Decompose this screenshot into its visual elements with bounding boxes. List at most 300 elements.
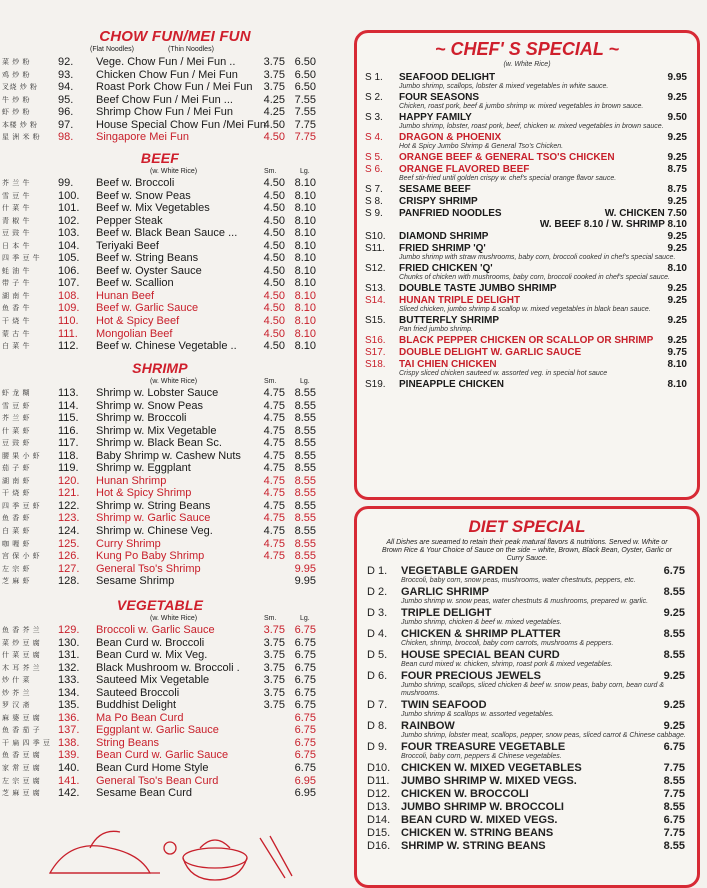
- menu-item: [0, 500, 340, 513]
- diet-item-description: Bean curd mixed w. chicken, shrimp, roast pork & mixed vegetables.: [401, 661, 613, 668]
- item-number: 96.: [58, 106, 74, 119]
- item-number: 139.: [58, 749, 80, 762]
- diet-item: [357, 720, 697, 740]
- chef-item-title: CRISPY SHRIMP: [399, 196, 478, 207]
- diet-item-price: 8.55: [663, 775, 685, 787]
- menu-item: [0, 119, 340, 132]
- item-name: Singapore Mei Fun: [96, 131, 189, 144]
- item-price-large: 8.55: [294, 474, 316, 487]
- item-price-small: 4.50: [263, 227, 285, 240]
- item-name: Sauteed Broccoli: [96, 686, 180, 699]
- chowfun-title: CHOW FUN/MEI FUN: [99, 28, 251, 45]
- menu-item: [0, 487, 340, 500]
- item-price: 6.95: [294, 787, 316, 800]
- menu-item: [0, 277, 340, 290]
- item-price-large: 8.55: [294, 550, 316, 563]
- chef-item-number: S19.: [365, 379, 386, 390]
- item-name: Shrimp w. Chinese Veg.: [96, 525, 213, 538]
- chef-item-extra-prices: W. BEEF 8.10 / W. SHRIMP 8.10: [539, 219, 687, 230]
- item-name: Bean Curd w. Mix Veg.: [96, 649, 208, 662]
- chef-item-title: DOUBLE DELIGHT W. GARLIC SAUCE: [399, 347, 582, 358]
- chef-item-title: PANFRIED NOODLES: [399, 208, 502, 219]
- item-number: 123.: [58, 512, 80, 525]
- chef-item-title: HAPPY FAMILY: [399, 112, 472, 123]
- item-name: Ma Po Bean Curd: [96, 711, 184, 724]
- item-name: Beef w. Black Bean Sauce ...: [96, 227, 238, 240]
- item-price-large: 6.75: [294, 661, 316, 674]
- chef-item-title: ORANGE FLAVORED BEEF: [399, 164, 530, 175]
- chef-item: [357, 379, 697, 390]
- item-price-large: 8.55: [294, 399, 316, 412]
- item-name: Sauteed Mix Vegetable: [96, 674, 210, 687]
- item-price-small: 4.75: [263, 462, 285, 475]
- item-price-large: 6.75: [294, 699, 316, 712]
- menu-item: [0, 252, 340, 265]
- diet-item-number: D14.: [367, 814, 391, 826]
- item-chinese-name: 鱼 香 虾: [2, 514, 30, 523]
- item-price-small: 4.25: [263, 106, 285, 119]
- chef-item-title: SESAME BEEF: [399, 184, 471, 195]
- item-price-small: 4.75: [263, 437, 285, 450]
- vegetable-title: VEGETABLE: [116, 597, 204, 613]
- diet-item-price: 8.55: [663, 801, 685, 813]
- item-chinese-name: 菜 炒 粉: [2, 58, 30, 66]
- menu-item: [0, 687, 340, 700]
- chef-item: [357, 132, 697, 151]
- item-number: 122.: [58, 499, 80, 512]
- item-chinese-name: 牛 炒 粉: [2, 95, 30, 104]
- vegetable-lg-label: Lg.: [300, 615, 310, 622]
- diet-item-price: 9.25: [663, 699, 685, 711]
- chef-item-title: BUTTERFLY SHRIMP: [399, 315, 500, 326]
- chef-item-number: S14.: [365, 295, 386, 306]
- item-name: Beef w. Chinese Vegetable ..: [96, 340, 237, 353]
- diet-item-number: D 4.: [367, 628, 388, 640]
- item-chinese-name: 鸡 炒 粉: [2, 70, 30, 79]
- item-price-small: 4.50: [263, 118, 285, 131]
- diet-item-number: D13.: [367, 801, 391, 813]
- item-price-large: 6.75: [294, 624, 316, 636]
- menu-item: [0, 315, 340, 328]
- item-name: Teriyaki Beef: [96, 239, 159, 252]
- chef-item-number: S 1.: [365, 72, 383, 83]
- diet-item: [357, 801, 697, 813]
- item-price-small: 4.50: [263, 239, 285, 252]
- chef-item: [357, 164, 697, 183]
- item-chinese-name: 四 季 豆 牛: [2, 254, 41, 263]
- chef-item-number: S 8.: [365, 196, 383, 207]
- chef-item: [357, 263, 697, 282]
- chef-item-description: Chunks of chicken with mushrooms, baby corn, broccoli cooked in chef's special sauce.: [399, 274, 670, 281]
- chef-item: [357, 283, 697, 294]
- item-price-large: 8.10: [294, 277, 316, 290]
- item-number: 115.: [58, 412, 79, 425]
- item-price-large: 8.55: [294, 499, 316, 512]
- item-name: Beef w. String Beans: [96, 252, 199, 265]
- item-chinese-name: 虾 炒 粉: [2, 108, 30, 117]
- diet-item: [357, 565, 697, 585]
- item-price-large: 8.10: [294, 227, 316, 240]
- item-name: Bean Curd w. Garlic Sauce: [96, 749, 229, 762]
- diet-item-description: Jumbo shrimp & scallops w. assorted vegetables.: [401, 711, 554, 718]
- item-chinese-name: 咖 喱 虾: [2, 539, 30, 548]
- item-price-large: 7.75: [294, 131, 316, 144]
- item-price: 9.95: [294, 562, 316, 575]
- item-price-large: 8.55: [294, 412, 316, 425]
- menu-item: [0, 624, 340, 637]
- item-number: 128.: [58, 575, 80, 588]
- item-number: 106.: [58, 264, 80, 277]
- menu-item: [0, 437, 340, 450]
- item-chinese-name: 菜 炒 豆 腐: [2, 638, 41, 647]
- chef-item-number: S13.: [365, 283, 386, 294]
- menu-item: [0, 712, 340, 725]
- item-chinese-name: 干 扁 四 季 豆: [2, 738, 51, 747]
- item-name: String Beans: [96, 736, 159, 749]
- item-price-large: 8.10: [294, 177, 316, 189]
- item-price: 6.95: [294, 774, 316, 787]
- diet-item: [357, 840, 697, 852]
- chef-item: [357, 112, 697, 131]
- menu-item: [0, 762, 340, 775]
- item-chinese-name: 湖 南 虾: [2, 476, 30, 485]
- item-name: Bean Curd Home Style: [96, 762, 209, 775]
- chef-item-number: S 9.: [365, 208, 383, 219]
- chef-item-number: S 6.: [365, 164, 383, 175]
- item-price-large: 7.55: [294, 93, 316, 106]
- diet-item-number: D10.: [367, 762, 391, 774]
- diet-item-number: D 7.: [367, 699, 388, 711]
- chef-item-price: 9.25: [667, 196, 687, 207]
- item-chinese-name: 青 椒 牛: [2, 216, 30, 225]
- item-price-large: 8.55: [294, 437, 316, 450]
- item-chinese-name: 日 本 牛: [2, 241, 30, 250]
- menu-item: [0, 550, 340, 563]
- menu-item: [0, 699, 340, 712]
- diet-item: [357, 649, 697, 669]
- diet-item: [357, 628, 697, 648]
- item-chinese-name: 芝 麻 虾: [2, 577, 30, 586]
- item-chinese-name: 豆 豉 虾: [2, 439, 30, 448]
- item-price-large: 8.55: [294, 424, 316, 437]
- item-price-small: 4.75: [263, 499, 285, 512]
- item-number: 134.: [58, 686, 80, 699]
- item-chinese-name: 白 菜 牛: [2, 342, 30, 351]
- diet-item-description: Jumbo shrimp, chicken & beef w. mixed vegetables.: [401, 619, 562, 626]
- diet-item: [357, 762, 697, 774]
- item-price-small: 4.50: [263, 189, 285, 202]
- item-chinese-name: 干 烧 牛: [2, 317, 30, 326]
- chef-item-price: 8.10: [667, 359, 687, 370]
- chef-item-price: 9.25: [667, 231, 687, 242]
- item-chinese-name: 豆 豉 牛: [2, 229, 30, 238]
- item-number: 119.: [58, 462, 79, 475]
- item-chinese-name: 鱼 香 豆 腐: [2, 751, 41, 760]
- item-price-small: 4.25: [263, 93, 285, 106]
- beef-sm-label: Sm.: [264, 168, 277, 175]
- diet-item-title: VEGETABLE GARDEN: [401, 565, 519, 577]
- item-name: Curry Shrimp: [96, 537, 161, 550]
- chef-item-number: S 2.: [365, 92, 383, 103]
- item-number: 104.: [58, 239, 80, 252]
- item-price-small: 4.50: [263, 340, 285, 353]
- menu-item: [0, 475, 340, 488]
- chef-item: [357, 92, 697, 111]
- chef-item-title: DOUBLE TASTE JUMBO SHRIMP: [399, 283, 557, 294]
- item-chinese-name: 什 菜 牛: [2, 204, 30, 213]
- item-price: 9.95: [294, 575, 316, 588]
- chef-item-price: 9.25: [667, 132, 687, 143]
- menu-item: [0, 106, 340, 119]
- chef-item: [357, 359, 697, 378]
- item-chinese-name: 左 宗 豆 腐: [2, 776, 41, 785]
- item-name: Mongolian Beef: [96, 327, 173, 340]
- left-column: [0, 0, 340, 887]
- item-chinese-name: 芝 麻 豆 腐: [2, 789, 41, 798]
- chef-item-description: Jumbo shrimp with straw mushrooms, baby corn, broccoli cooked in chef's special sauce.: [399, 254, 676, 261]
- item-number: 126.: [58, 550, 80, 563]
- chef-item: [357, 196, 697, 207]
- menu-item: [0, 412, 340, 425]
- item-price-small: 4.50: [263, 264, 285, 277]
- shrimp-list: [0, 387, 340, 588]
- chef-item-price: 9.25: [667, 315, 687, 326]
- diet-item: [357, 586, 697, 606]
- menu-item: [0, 131, 340, 144]
- item-number: 95.: [58, 93, 74, 106]
- diet-item-number: D 1.: [367, 565, 388, 577]
- diet-item-description: Jumbo shrimp, lobster meat, scallops, pepper, snow peas, sliced carrot & Chinese cabbage.: [401, 732, 686, 739]
- menu-item: [0, 290, 340, 303]
- item-name: Kung Po Baby Shrimp: [96, 550, 205, 563]
- diet-item-title: HOUSE SPECIAL BEAN CURD: [401, 649, 560, 661]
- chowfun-sub-a: (Flat Noodles): [90, 46, 134, 53]
- chef-item-description: Beef stir-fried until golden crispy w. chef's special orange flavor sauce.: [399, 175, 617, 182]
- item-number: 135.: [58, 699, 80, 712]
- diet-item: [357, 741, 697, 761]
- diet-item: [357, 827, 697, 839]
- item-name: Shrimp w. Eggplant: [96, 462, 191, 475]
- item-name: General Tso's Bean Curd: [96, 774, 219, 787]
- chef-item-number: S 7.: [365, 184, 383, 195]
- diet-item: [357, 775, 697, 787]
- chefs-special-sub: (w. White Rice): [503, 61, 551, 68]
- item-number: 140.: [58, 762, 80, 775]
- item-name: Shrimp w. Mix Vegetable: [96, 424, 217, 437]
- menu-item: [0, 787, 340, 800]
- chefs-special-box: [354, 30, 700, 500]
- diet-item-price: 7.75: [663, 788, 685, 800]
- diet-item-description: Chicken, shrimp, broccoli, baby corn carrots, mushrooms & peppers.: [401, 640, 614, 647]
- item-number: 130.: [58, 636, 80, 649]
- chowfun-sub-b: (Thin Noodles): [168, 46, 214, 53]
- item-price-large: 6.75: [294, 674, 316, 687]
- chef-item-price: 9.25: [667, 243, 687, 254]
- item-price-large: 6.75: [294, 636, 316, 649]
- item-name: Beef w. Broccoli: [96, 177, 175, 189]
- menu-item: [0, 525, 340, 538]
- chef-item-price: 8.75: [667, 184, 687, 195]
- item-chinese-name: 宫 保 小 虾: [2, 552, 41, 561]
- right-column: [346, 0, 707, 887]
- diet-item-price: 6.75: [663, 741, 685, 753]
- diet-item-description: Broccoli, baby corn, snow peas, mushrooms, water chestnuts, peppers, etc.: [401, 577, 636, 584]
- item-chinese-name: 木 耳 芥 兰: [2, 663, 41, 672]
- item-price-small: 4.50: [263, 289, 285, 302]
- item-number: 112.: [58, 340, 79, 353]
- item-chinese-name: 本楼 炒 粉: [2, 120, 38, 129]
- item-price-small: 3.75: [263, 624, 285, 636]
- item-chinese-name: 白 菜 虾: [2, 527, 30, 536]
- menu-item: [0, 563, 340, 576]
- menu-item: [0, 462, 340, 475]
- item-chinese-name: 炒 芥 兰: [2, 688, 30, 697]
- diet-item-number: D 3.: [367, 607, 388, 619]
- chef-item: [357, 335, 697, 346]
- item-price-large: 8.10: [294, 264, 316, 277]
- diet-special-list: [357, 565, 697, 852]
- item-number: 110.: [58, 315, 79, 328]
- item-number: 92.: [58, 56, 74, 68]
- item-price-large: 6.50: [294, 81, 316, 94]
- item-number: 99.: [58, 177, 74, 189]
- item-price-small: 3.75: [263, 636, 285, 649]
- item-price-small: 4.75: [263, 474, 285, 487]
- item-price: 6.75: [294, 724, 316, 737]
- item-price-small: 4.50: [263, 302, 285, 315]
- item-price-small: 4.75: [263, 412, 285, 425]
- item-price-small: 4.75: [263, 424, 285, 437]
- diet-item-price: 8.55: [663, 649, 685, 661]
- menu-item: [0, 425, 340, 438]
- item-price-large: 6.50: [294, 56, 316, 68]
- item-number: 127.: [58, 562, 80, 575]
- diet-item-number: D 8.: [367, 720, 388, 732]
- item-name: House Special Chow Fun /Mei Fun: [96, 118, 266, 131]
- item-number: 102.: [58, 214, 80, 227]
- diet-item-price: 9.25: [663, 670, 685, 682]
- item-chinese-name: 干 烧 虾: [2, 489, 30, 498]
- item-price-large: 8.10: [294, 189, 316, 202]
- menu-item: [0, 177, 340, 190]
- item-price-small: 4.50: [263, 277, 285, 290]
- item-number: 137.: [58, 724, 80, 737]
- diet-item-title: JUMBO SHRIMP W. BROCCOLI: [401, 801, 564, 813]
- item-price-small: 4.50: [263, 177, 285, 189]
- chef-item-price: 9.50: [667, 112, 687, 123]
- menu-item: [0, 637, 340, 650]
- item-chinese-name: 鱼 香 牛: [2, 304, 30, 313]
- item-price-large: 8.55: [294, 525, 316, 538]
- item-chinese-name: 鱼 香 芥 兰: [2, 626, 41, 634]
- item-chinese-name: 腰 果 小 虾: [2, 451, 41, 460]
- item-price-small: 3.75: [263, 661, 285, 674]
- vegetable-sm-label: Sm.: [264, 615, 277, 622]
- item-chinese-name: 雪 豆 虾: [2, 401, 30, 410]
- menu-item: [0, 227, 340, 240]
- chef-item-title: DRAGON & PHOENIX: [399, 132, 502, 143]
- diet-item-description: Jumbo shrimp w. snow peas, water chestnuts & mushrooms, prepared w. garlic.: [401, 598, 649, 605]
- menu-item: [0, 400, 340, 413]
- item-chinese-name: 什 菜 虾: [2, 426, 30, 435]
- menu-item: [0, 56, 340, 69]
- item-chinese-name: 家 常 豆 腐: [2, 764, 41, 773]
- item-name: Beef Chow Fun / Mei Fun ...: [96, 93, 233, 106]
- menu-item: [0, 512, 340, 525]
- item-price: 6.75: [294, 736, 316, 749]
- item-price-large: 8.10: [294, 202, 316, 215]
- chefs-special-title: ~ CHEF' S SPECIAL ~: [435, 39, 619, 59]
- item-price-large: 6.75: [294, 686, 316, 699]
- chef-item: [357, 243, 697, 262]
- item-number: 136.: [58, 711, 80, 724]
- chef-item-price: 8.75: [667, 164, 687, 175]
- menu-item: [0, 69, 340, 82]
- chef-item-description: Sliced chicken, jumbo shrimp & scallop w. mixed vegetables in black bean sauce.: [399, 306, 651, 313]
- menu-item: [0, 190, 340, 203]
- chef-item-description: Crispy sliced chicken sauteed w. assorted veg. in special hot sauce: [399, 370, 608, 377]
- item-chinese-name: 带 子 牛: [2, 279, 30, 288]
- item-chinese-name: 星 洲 米 粉: [2, 133, 41, 142]
- diet-item-title: CHICKEN W. BROCCOLI: [401, 788, 529, 800]
- item-price-small: 4.75: [263, 387, 285, 399]
- item-chinese-name: 虾 龙 糊: [2, 389, 30, 397]
- chef-item: [357, 315, 697, 334]
- chef-item-price: 9.25: [667, 152, 687, 163]
- item-price-large: 6.75: [294, 649, 316, 662]
- item-price-small: 3.75: [263, 81, 285, 94]
- diet-item-title: TWIN SEAFOOD: [401, 699, 487, 711]
- diet-item-title: JUMBO SHRIMP W. MIXED VEGS.: [401, 775, 577, 787]
- item-chinese-name: 罗 汉 斋: [2, 701, 30, 710]
- menu-item: [0, 340, 340, 353]
- item-price: 6.75: [294, 762, 316, 775]
- diet-item-number: D16.: [367, 840, 391, 852]
- item-price-large: 8.10: [294, 239, 316, 252]
- item-name: Sesame Bean Curd: [96, 787, 192, 800]
- diet-item-number: D11.: [367, 775, 390, 787]
- item-number: 118.: [58, 449, 79, 462]
- diet-item-price: 6.75: [663, 565, 685, 577]
- item-chinese-name: 茄 子 虾: [2, 464, 30, 473]
- menu-item: [0, 81, 340, 94]
- item-number: 142.: [58, 787, 80, 800]
- chef-item: [357, 72, 697, 91]
- menu-item: [0, 737, 340, 750]
- chef-item-price: 9.25: [667, 335, 687, 346]
- item-price-large: 8.55: [294, 512, 316, 525]
- menu-item: [0, 94, 340, 107]
- diet-item-title: CHICKEN & SHRIMP PLATTER: [401, 628, 561, 640]
- diet-item-number: D 6.: [367, 670, 388, 682]
- item-price-small: 4.50: [263, 252, 285, 265]
- diet-item-title: GARLIC SHRIMP: [401, 586, 489, 598]
- menu-item: [0, 575, 340, 588]
- item-name: Hot & Spicy Beef: [96, 315, 180, 328]
- item-price-small: 4.75: [263, 487, 285, 500]
- diet-item-price: 9.25: [663, 720, 685, 732]
- diet-item-number: D 2.: [367, 586, 388, 598]
- chef-item-title: TAI CHIEN CHICKEN: [399, 359, 497, 370]
- item-number: 133.: [58, 674, 80, 687]
- item-name: Black Mushroom w. Broccoli .: [96, 661, 240, 674]
- diet-item-title: CHICKEN W. MIXED VEGETABLES: [401, 762, 582, 774]
- menu-item: [0, 328, 340, 341]
- chef-item: [357, 152, 697, 163]
- item-name: Shrimp Chow Fun / Mei Fun: [96, 106, 233, 119]
- item-name: Broccoli w. Garlic Sauce: [96, 624, 215, 636]
- item-name: General Tso's Shrimp: [96, 562, 201, 575]
